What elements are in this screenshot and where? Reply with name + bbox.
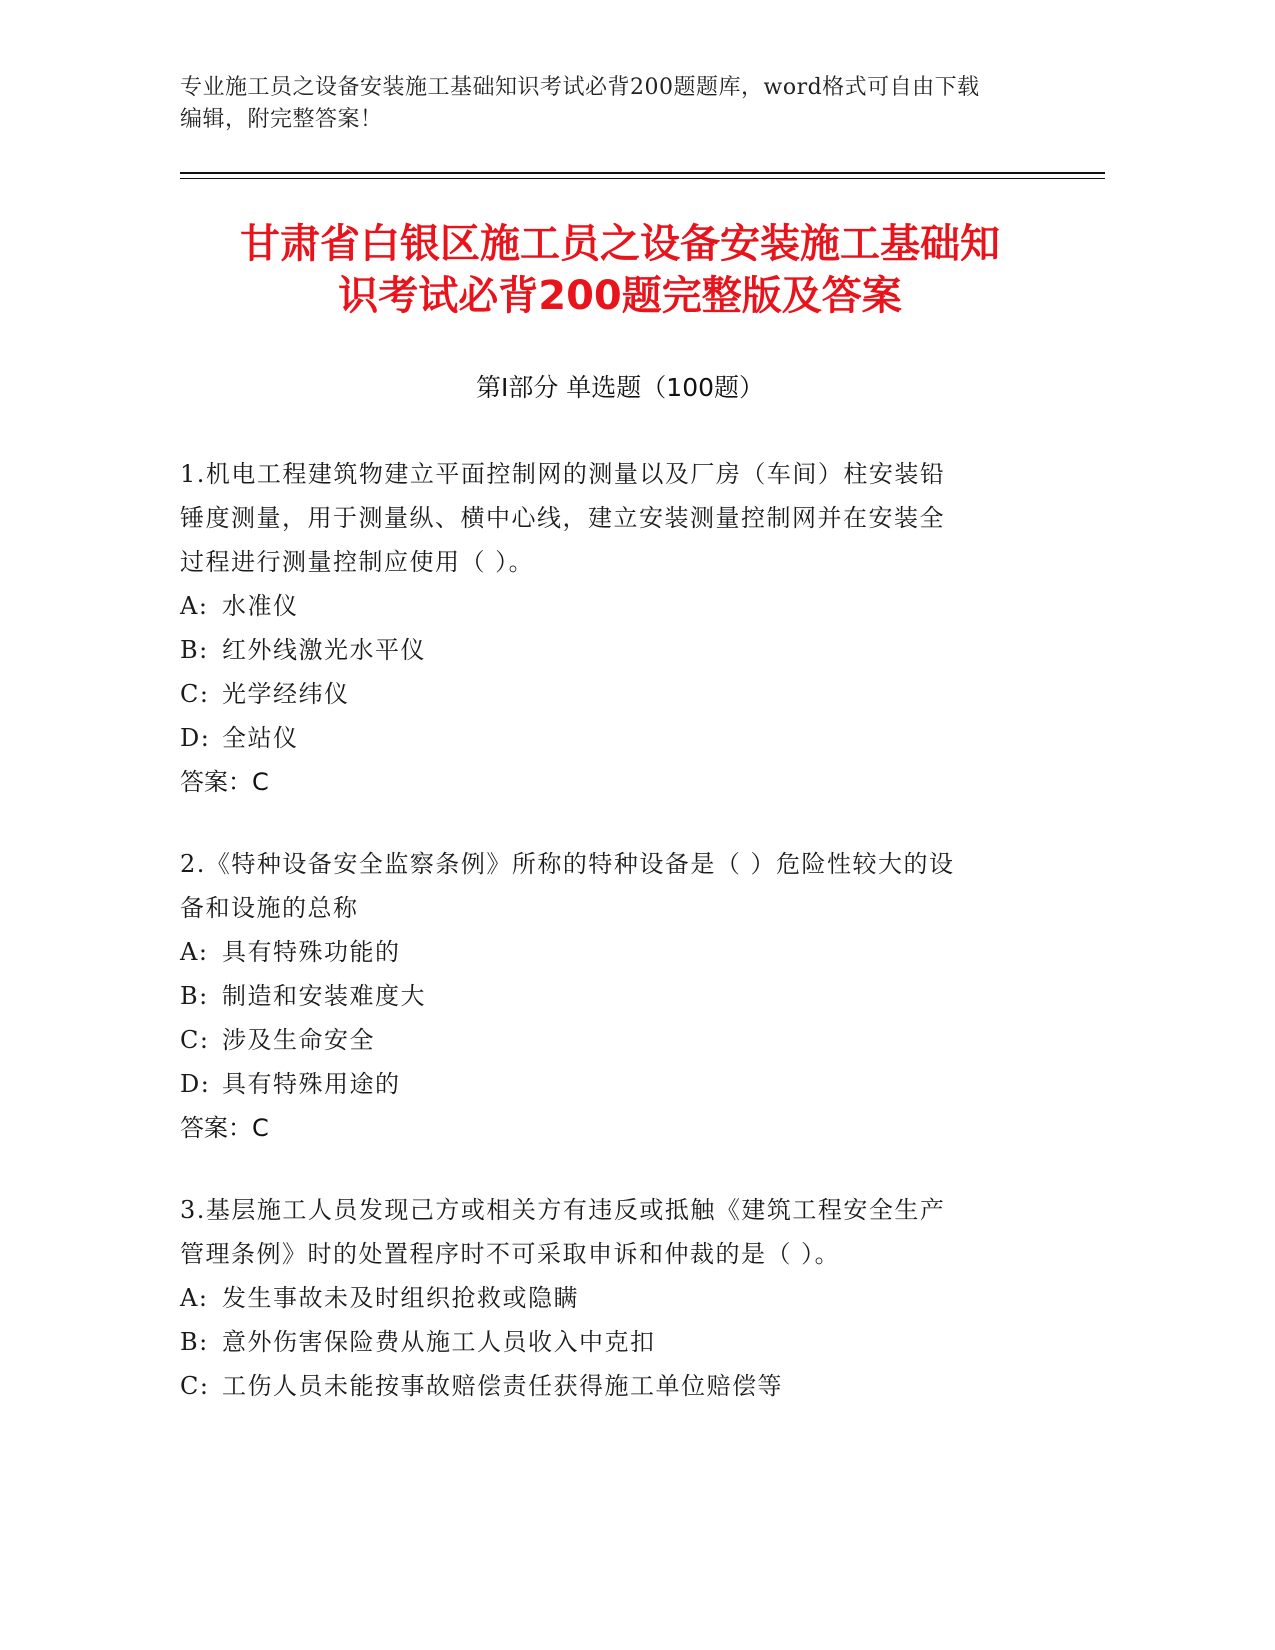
option-key: C:	[180, 1372, 210, 1400]
option-c	[180, 1018, 1040, 1062]
option-text: 发生事故未及时组织抢救或隐瞒	[222, 1284, 579, 1312]
option-key: A:	[180, 592, 209, 620]
option-text: 具有特殊用途的	[222, 1070, 401, 1098]
question-list	[180, 452, 1040, 1446]
option-b	[180, 974, 1040, 1018]
option-a	[180, 930, 1040, 974]
header-divider-thin	[180, 178, 1105, 179]
option-text: 全站仪	[222, 724, 299, 752]
header-note-line: 专业施工员之设备安装施工基础知识考试必背200题题库，word格式可自由下载	[180, 75, 980, 100]
section-title: 第Ⅰ部分 单选题（100题）	[475, 373, 765, 402]
header-divider-thick	[180, 172, 1105, 174]
question-1	[180, 452, 1040, 804]
option-key: C:	[180, 680, 210, 708]
question-stem-line: 备和设施的总称	[180, 894, 359, 922]
question-stem-line: 过程进行测量控制应使用（ ）。	[180, 548, 535, 576]
option-key: B:	[180, 982, 209, 1010]
option-b	[180, 628, 1040, 672]
option-text: 光学经纬仪	[222, 680, 350, 708]
answer: 答案：C	[180, 1114, 269, 1142]
option-text: 制造和安装难度大	[222, 982, 426, 1010]
option-key: B:	[180, 636, 209, 664]
option-d	[180, 716, 1040, 760]
option-text: 工伤人员未能按事故赔偿责任获得施工单位赔偿等	[222, 1372, 783, 1400]
document-title	[180, 218, 1060, 322]
option-text: 意外伤害保险费从施工人员收入中克扣	[222, 1328, 656, 1356]
question-stem-line: 管理条例》时的处置程序时不可采取申诉和仲裁的是（ ）。	[180, 1240, 841, 1268]
question-stem-line: 2.《特种设备安全监察条例》所称的特种设备是（ ）危险性较大的设	[180, 850, 955, 878]
answer: 答案：C	[180, 768, 269, 796]
question-3	[180, 1188, 1040, 1408]
option-a	[180, 1276, 1040, 1320]
option-b	[180, 1320, 1040, 1364]
option-text: 水准仪	[222, 592, 299, 620]
option-text: 红外线激光水平仪	[222, 636, 426, 664]
question-stem-line: 锤度测量，用于测量纵、横中心线，建立安装测量控制网并在安装全	[180, 504, 945, 532]
option-key: C:	[180, 1026, 210, 1054]
option-c	[180, 1364, 1040, 1408]
option-key: A:	[180, 1284, 209, 1312]
option-key: D:	[180, 724, 211, 752]
option-key: B:	[180, 1328, 209, 1356]
question-stem-line: 3.基层施工人员发现己方或相关方有违反或抵触《建筑工程安全生产	[180, 1196, 946, 1224]
option-key: A:	[180, 938, 209, 966]
option-a	[180, 584, 1040, 628]
header-note	[180, 72, 1040, 136]
document-title-line: 识考试必背200题完整版及答案	[338, 273, 902, 319]
question-stem-line: 1.机电工程建筑物建立平面控制网的测量以及厂房（车间）柱安装铅	[180, 460, 946, 488]
option-c	[180, 672, 1040, 716]
option-key: D:	[180, 1070, 211, 1098]
header-note-line: 编辑，附完整答案！	[180, 107, 383, 132]
question-2	[180, 842, 1040, 1150]
option-text: 涉及生命安全	[222, 1026, 375, 1054]
document-title-line: 甘肃省白银区施工员之设备安装施工基础知	[240, 221, 1000, 267]
option-text: 具有特殊功能的	[222, 938, 401, 966]
option-d	[180, 1062, 1040, 1106]
